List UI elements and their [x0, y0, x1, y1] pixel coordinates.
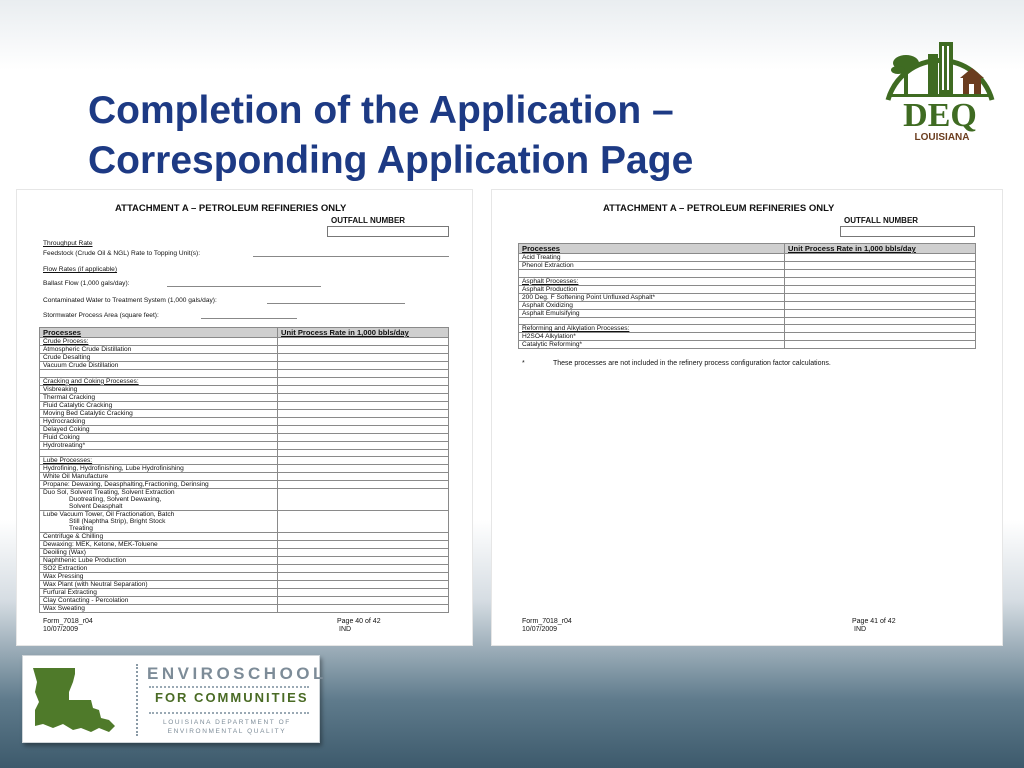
table-row [40, 425, 449, 433]
unit-rate-cell[interactable] [785, 285, 976, 293]
unit-rate-cell[interactable] [278, 417, 449, 425]
unit-rate-cell[interactable] [278, 425, 449, 433]
throughput-rate-heading: Throughput Rate [43, 240, 93, 247]
table-row [40, 441, 449, 449]
process-name: Hydrofining, Hydrofinishing, Lube Hydrofinishing [43, 465, 184, 473]
unit-rate-cell[interactable] [785, 333, 976, 341]
table-row [40, 581, 449, 589]
table-row [40, 589, 449, 597]
footer-ind: IND [854, 626, 867, 633]
unit-rate-cell[interactable] [278, 354, 449, 362]
table-row [40, 549, 449, 557]
table-row [519, 309, 976, 317]
unit-rate-cell[interactable] [785, 301, 976, 309]
table-row [40, 385, 449, 393]
process-name: H2SO4 Alkylation* [522, 333, 576, 341]
process-name-cell [40, 465, 278, 473]
unit-rate-cell[interactable] [278, 597, 449, 605]
top-band [0, 0, 1024, 70]
process-name: Wax Plant (with Neutral Separation) [43, 581, 148, 589]
footer-form [43, 618, 93, 634]
table-row [40, 338, 449, 346]
table-row [40, 457, 449, 465]
table-row [519, 270, 976, 278]
process-name-cell [40, 425, 278, 433]
process-name-cell [40, 549, 278, 557]
process-name: Wax Sweating [43, 605, 85, 613]
table-row [40, 597, 449, 605]
process-name: Propane: Dewaxing, Deasphalting,Fractioning, Derinsing [43, 481, 209, 489]
unit-rate-cell[interactable] [278, 581, 449, 589]
process-name-continuation: Solvent Deasphalt [69, 503, 123, 511]
table-row [519, 277, 976, 285]
process-name-cell [40, 401, 278, 409]
process-name-cell [40, 338, 278, 346]
table-row [40, 605, 449, 613]
dotted-divider [149, 686, 309, 688]
unit-rate-cell[interactable] [278, 549, 449, 557]
table-row [519, 301, 976, 309]
unit-rate-cell[interactable] [278, 473, 449, 481]
unit-rate-cell[interactable] [785, 293, 976, 301]
department-line-1: LOUISIANA DEPARTMENT OF [163, 719, 291, 726]
process-name-cell [519, 262, 785, 270]
footnote-mark: * [522, 360, 525, 367]
process-name: Asphalt Oxidizing [522, 301, 573, 309]
process-name-continuation: Duotreating, Solvent Dewaxing, [69, 496, 162, 504]
unit-rate-cell[interactable] [785, 254, 976, 262]
process-name: Hydrocracking [43, 417, 86, 425]
stormwater-field[interactable] [201, 318, 297, 319]
process-name: Lube Vacuum Tower, Oil Fractionation, Batch [43, 511, 175, 519]
unit-rate-cell[interactable] [278, 409, 449, 417]
process-name-cell [519, 325, 785, 333]
process-name-cell [40, 565, 278, 573]
process-name-cell [40, 581, 278, 589]
process-name: Naphthenic Lube Production [43, 557, 127, 565]
footer-page [337, 618, 381, 634]
table-row [519, 333, 976, 341]
table-row [40, 346, 449, 354]
unit-rate-cell[interactable] [278, 449, 449, 457]
process-name: Visbreaking [43, 385, 78, 393]
outfall-number-label: OUTFALL NUMBER [844, 216, 919, 225]
process-name: Crude Process: [43, 338, 89, 345]
table-row [519, 285, 976, 293]
col-processes: Processes [519, 244, 785, 254]
unit-rate-cell[interactable] [785, 317, 976, 325]
unit-rate-cell[interactable] [278, 401, 449, 409]
process-name: Reforming and Alkylation Processes: [522, 325, 630, 333]
process-name: Delayed Coking [43, 425, 90, 433]
col-rate: Unit Process Rate in 1,000 bbls/day [785, 244, 976, 254]
process-name-cell [40, 441, 278, 449]
unit-rate-cell[interactable] [278, 457, 449, 465]
process-name: Moving Bed Catalytic Cracking [43, 409, 133, 417]
process-name-cell [40, 597, 278, 605]
application-page-40 [17, 190, 472, 645]
unit-rate-cell[interactable] [278, 377, 449, 385]
process-name: Centrifuge & Chilling [43, 533, 104, 541]
process-name-cell [40, 557, 278, 565]
dotted-divider [149, 712, 309, 714]
deq-state-label: LOUISIANA [914, 132, 970, 143]
process-name: Deoiling (Wax) [43, 549, 86, 557]
unit-rate-cell[interactable] [278, 370, 449, 378]
feedstock-label: Feedstock (Crude Oil & NGL) Rate to Topping Unit(s): [43, 250, 201, 257]
table-row [40, 449, 449, 457]
process-name: Fluid Catalytic Cracking [43, 401, 113, 409]
process-name-cell [40, 354, 278, 362]
process-name-cell [519, 293, 785, 301]
process-name-cell [519, 309, 785, 317]
slide-title [88, 86, 808, 186]
table-row [40, 557, 449, 565]
process-name: Asphalt Production [522, 285, 578, 293]
process-name: Phenol Extraction [522, 262, 574, 269]
process-name: Asphalt Processes: [522, 277, 579, 285]
process-name: 200 Deg. F Softening Point Unfluxed Asphalt* [522, 293, 656, 301]
process-name-cell [519, 301, 785, 309]
footer-form [522, 618, 572, 634]
table-header-row [40, 328, 449, 338]
flow-rates-heading: Flow Rates (if applicable) [43, 266, 118, 273]
process-name-cell [40, 457, 278, 465]
processes-table [39, 327, 449, 613]
footer-page [852, 618, 896, 634]
table-row [40, 465, 449, 473]
process-name-cell [40, 541, 278, 549]
process-name-cell [40, 346, 278, 354]
process-name: Acid Treating [522, 254, 561, 261]
process-name: Dewaxing: MEK, Ketone, MEK-Toluene [43, 541, 158, 549]
process-name: Crude Desalting [43, 354, 91, 361]
process-name-cell [40, 473, 278, 481]
table-row [40, 533, 449, 541]
process-name: Catalytic Reforming* [522, 341, 583, 349]
table-row [40, 433, 449, 441]
deq-logo [880, 18, 1000, 143]
attachment-title: ATTACHMENT A – PETROLEUM REFINERIES ONLY [603, 203, 835, 214]
process-name-cell [40, 489, 278, 511]
unit-rate-cell[interactable] [278, 533, 449, 541]
table-row [519, 254, 976, 262]
process-name-cell [519, 285, 785, 293]
process-name: Thermal Cracking [43, 393, 96, 401]
unit-rate-cell[interactable] [278, 489, 449, 511]
process-name-cell [40, 449, 278, 457]
contaminated-water-label: Contaminated Water to Treatment System (1,000 gals/day): [43, 297, 217, 304]
table-row [519, 341, 976, 349]
outfall-number-label: OUTFALL NUMBER [331, 216, 406, 225]
outfall-number-field[interactable] [327, 226, 449, 237]
table-row [40, 362, 449, 370]
process-name-cell [40, 385, 278, 393]
department-line-2: ENVIRONMENTAL QUALITY [167, 728, 287, 735]
unit-rate-cell[interactable] [785, 277, 976, 285]
process-name-cell [40, 362, 278, 370]
unit-rate-cell[interactable] [278, 465, 449, 473]
attachment-title: ATTACHMENT A – PETROLEUM REFINERIES ONLY [115, 203, 347, 214]
process-name-cell [519, 317, 785, 325]
process-name: Cracking and Coking Processes: [43, 377, 139, 385]
process-name: Vacuum Crude Distillation [43, 362, 119, 369]
outfall-number-field[interactable] [840, 226, 975, 237]
table-row [40, 393, 449, 401]
unit-rate-cell[interactable] [278, 557, 449, 565]
process-name: Fluid Coking [43, 433, 80, 441]
process-name-cell [519, 333, 785, 341]
process-name: Duo Sol, Solvent Treating, Solvent Extraction [43, 489, 175, 497]
deq-letters: DEQ [903, 97, 977, 134]
unit-rate-cell[interactable] [278, 346, 449, 354]
table-row [519, 317, 976, 325]
stormwater-label: Stormwater Process Area (square feet): [43, 312, 159, 319]
table-row [40, 370, 449, 378]
unit-rate-cell[interactable] [278, 541, 449, 549]
process-name: White Oil Manufacture [43, 473, 109, 481]
unit-rate-cell[interactable] [278, 565, 449, 573]
unit-rate-cell[interactable] [278, 393, 449, 401]
table-row [40, 481, 449, 489]
slide-title-line-1: Completion of the Application – [88, 89, 674, 132]
enviroschool-title: ENVIROSCHOOL [147, 664, 327, 683]
process-name-cell [40, 589, 278, 597]
process-name: Lube Processes: [43, 457, 93, 465]
process-name-cell [40, 511, 278, 533]
table-row [40, 573, 449, 581]
process-name: Hydrotreating* [43, 441, 86, 449]
table-row [40, 565, 449, 573]
ballast-flow-label: Ballast Flow (1,000 gals/day): [43, 280, 130, 287]
logo-separator [136, 664, 138, 736]
table-row [40, 541, 449, 549]
contaminated-water-field[interactable] [267, 303, 405, 304]
processes-table [518, 243, 976, 349]
unit-rate-cell[interactable] [278, 433, 449, 441]
process-name-cell [40, 409, 278, 417]
unit-rate-cell[interactable] [278, 362, 449, 370]
process-name-cell [40, 481, 278, 489]
process-name: SO2 Extraction [43, 565, 88, 573]
unit-rate-cell[interactable] [278, 338, 449, 346]
process-name-cell [519, 341, 785, 349]
process-name-cell [40, 573, 278, 581]
table-header-row [519, 244, 976, 254]
enviroschool-department [163, 718, 291, 736]
unit-rate-cell[interactable] [785, 262, 976, 270]
footnote-text: These processes are not included in the refinery process configuration factor calculations. [553, 360, 831, 367]
unit-rate-cell[interactable] [785, 309, 976, 317]
process-name-cell [40, 433, 278, 441]
process-name: Asphalt Emulsifying [522, 309, 580, 317]
col-rate: Unit Process Rate in 1,000 bbls/day [278, 328, 449, 338]
unit-rate-cell[interactable] [278, 573, 449, 581]
footer-page-number: Page 41 of 42 [852, 618, 896, 625]
table-row [519, 325, 976, 333]
unit-rate-cell[interactable] [278, 385, 449, 393]
col-processes: Processes [40, 328, 278, 338]
table-row [40, 409, 449, 417]
unit-rate-cell[interactable] [278, 481, 449, 489]
process-name-cell [519, 254, 785, 262]
table-row [40, 511, 449, 533]
process-name-cell [40, 393, 278, 401]
deq-logo-graphic [880, 18, 1000, 143]
footer-form-number: Form_7018_r04 [43, 618, 93, 625]
table-row [40, 354, 449, 362]
unit-rate-cell[interactable] [278, 441, 449, 449]
unit-rate-cell[interactable] [785, 270, 976, 278]
unit-rate-cell[interactable] [278, 605, 449, 613]
unit-rate-cell[interactable] [278, 511, 449, 533]
process-name: Furfural Extracting [43, 589, 97, 597]
process-name-cell [40, 533, 278, 541]
table-row [519, 293, 976, 301]
unit-rate-cell[interactable] [785, 341, 976, 349]
process-name-continuation: Treating [69, 525, 93, 533]
table-row [40, 473, 449, 481]
application-page-41 [492, 190, 1002, 645]
process-name-cell [40, 377, 278, 385]
table-row [40, 417, 449, 425]
process-name-cell [40, 417, 278, 425]
footer-date: 10/07/2009 [43, 626, 79, 633]
table-row [40, 377, 449, 385]
unit-rate-cell[interactable] [278, 589, 449, 597]
louisiana-state-icon [29, 662, 125, 738]
feedstock-field[interactable] [253, 256, 449, 257]
slide-title-line-2: Corresponding Application Page [88, 139, 694, 182]
enviroschool-subtitle: FOR COMMUNITIES [155, 690, 309, 705]
footer-form-number: Form_7018_r04 [522, 618, 572, 625]
unit-rate-cell[interactable] [785, 325, 976, 333]
process-name-cell [40, 370, 278, 378]
process-name-cell [40, 605, 278, 613]
ballast-flow-field[interactable] [167, 286, 321, 287]
process-name-continuation: Still (Naphtha Strip), Bright Stock [69, 518, 166, 526]
table-row [40, 401, 449, 409]
process-name-cell [519, 277, 785, 285]
footer-page-number: Page 40 of 42 [337, 618, 381, 625]
footer-ind: IND [339, 626, 352, 633]
footer-date: 10/07/2009 [522, 626, 558, 633]
process-name-cell [519, 270, 785, 278]
process-name: Atmospheric Crude Distillation [43, 346, 132, 353]
table-row [519, 262, 976, 270]
process-name: Wax Pressing [43, 573, 84, 581]
enviroschool-logo [22, 655, 327, 743]
process-name: Clay Contacting - Percolation [43, 597, 129, 605]
table-row [40, 489, 449, 511]
